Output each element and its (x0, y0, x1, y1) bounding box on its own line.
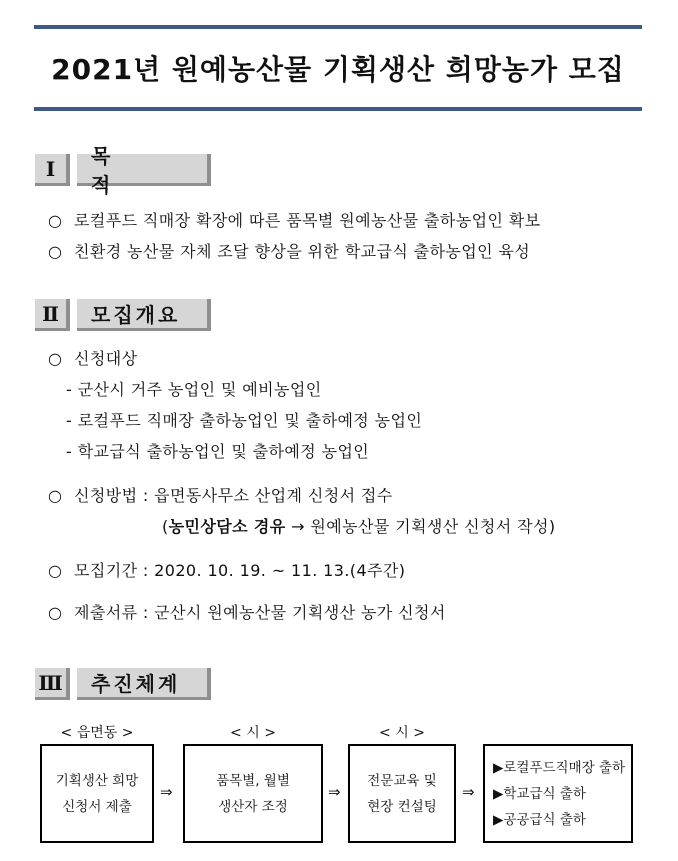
circle-bullet-icon: ○ (48, 211, 63, 230)
circle-bullet-icon: ○ (48, 349, 63, 368)
flow-box-consulting: 전문교육 및 현장 컨설팅 (348, 744, 456, 843)
flow-arrow-icon: ⇒ (160, 783, 173, 801)
section-1-number: Ⅰ (35, 154, 70, 186)
required-documents: ○ 제출서류 : 군산시 원예농산물 기획생산 농가 신청서 (48, 603, 446, 622)
target-heading: ○ 신청대상 (48, 349, 138, 368)
application-method: ○ 신청방법 : 읍면동사무소 산업계 신청서 접수 (48, 486, 393, 505)
recruitment-period: ○ 모집기간 : 2020. 10. 19. ~ 11. 13.(4주간) (48, 561, 406, 580)
flow-arrow-icon: ⇒ (328, 783, 341, 801)
circle-bullet-icon: ○ (48, 486, 63, 505)
section-3-header (35, 668, 211, 700)
purpose-item-1: ○ 로컬푸드 직매장 확장에 따른 품목별 원예농산물 출하농업인 확보 (48, 211, 541, 230)
purpose-item-2: ○ 친환경 농산물 자체 조달 향상을 위한 학교급식 출하농업인 육성 (48, 242, 531, 261)
title-top-rule (34, 25, 642, 29)
output-public-meals: ▶공공급식 출하 (493, 811, 586, 828)
title-bottom-rule (34, 107, 642, 111)
section-2-number: Ⅱ (35, 299, 70, 331)
target-subitem-2: - 로컬푸드 직매장 출하농업인 및 출하예정 농업인 (66, 411, 423, 430)
section-2-header (35, 299, 211, 331)
flow-box-outputs (483, 744, 633, 843)
target-subitem-1: - 군산시 거주 농업인 및 예비농업인 (66, 380, 322, 399)
consultation-office-emphasis: 농민상담소 경유 (168, 517, 286, 536)
section-3-label: 추진체계 (77, 668, 211, 700)
section-1-label: 목적 (77, 154, 211, 186)
flow-arrow-icon: ⇒ (462, 783, 475, 801)
circle-bullet-icon: ○ (48, 242, 63, 261)
output-school-meals: ▶학교급식 출하 (493, 785, 586, 802)
stage-label-city-1: < 시 > (230, 725, 276, 741)
document-title: 2021년 원예농산물 기획생산 희망농가 모집 (51, 53, 625, 86)
section-3-number: Ⅲ (35, 668, 70, 700)
stage-label-city-2: < 시 > (379, 725, 425, 741)
flow-box-adjustment: 품목별, 월별 생산자 조정 (183, 744, 323, 843)
target-subitem-3: - 학교급식 출하농업인 및 출하예정 농업인 (66, 442, 370, 461)
circle-bullet-icon: ○ (48, 561, 63, 580)
application-method-note: (농민상담소 경유 → 원예농산물 기획생산 신청서 작성) (162, 517, 556, 536)
circle-bullet-icon: ○ (48, 603, 63, 622)
section-1-header (35, 143, 211, 197)
output-local-food: ▶로컬푸드직매장 출하 (493, 759, 626, 776)
section-2-label: 모집개요 (77, 299, 211, 331)
flow-box-application: 기획생산 희망 신청서 제출 (40, 744, 154, 843)
stage-label-eupmyeondong: < 읍면동 > (60, 725, 134, 741)
